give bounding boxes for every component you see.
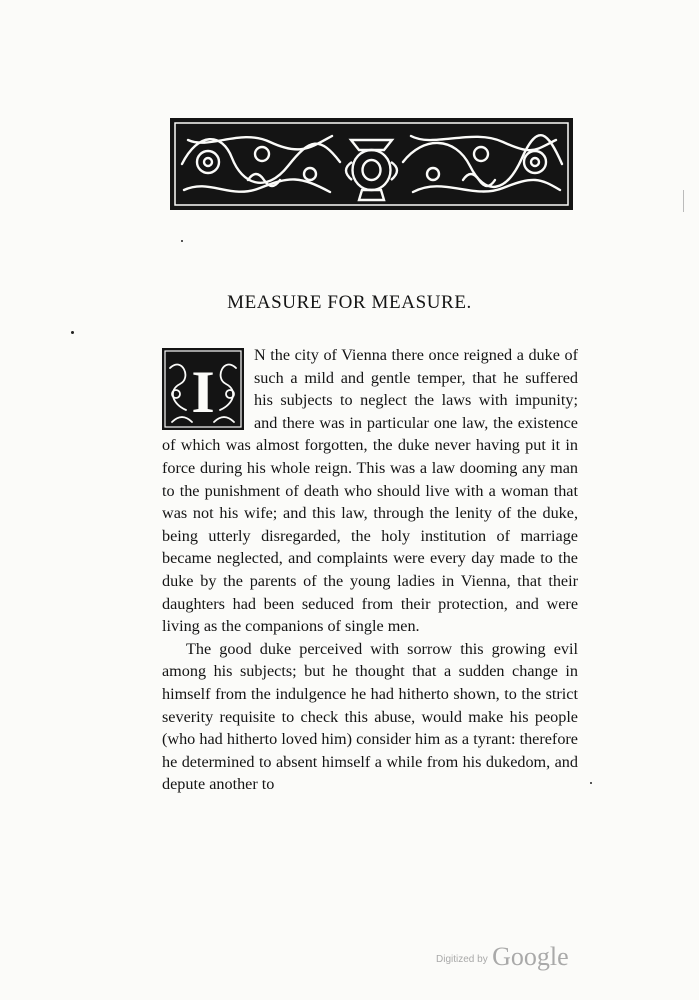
watermark-prefix: Digitized by	[436, 954, 488, 965]
dropcap-glyph: I	[191, 359, 215, 425]
digitized-by-google-watermark	[436, 942, 569, 972]
body-text	[162, 344, 578, 796]
paragraph-2: The good duke perceived with sorrow this growing evil among his subjects; but he thought that a sudden change in himself from the indulgence he had hitherto shown, to the strict severity requisite to check this abuse, would make his people (who had hitherto loved him) consider him as a tyrant: therefore he determined to absent himself a while from his dukedom, and depute another to	[162, 639, 578, 794]
ornamental-headpiece	[170, 118, 573, 210]
google-logo: Google	[492, 942, 569, 971]
page-title: MEASURE FOR MEASURE.	[227, 292, 472, 313]
paragraph-1: N the city of Vienna there once reigned a duke of such a mild and gentle temper, that he suffered his subjects to neglect the laws with impunity; and there was in particular one law, the existence of which was almost forgotten, the duke never having put it in force during his whole reign. This was a law dooming any man to the punishment of death who should live with a woman that was not his wife; and this law, through the lenity of the duke, being utterly disregarded, the holy institution of marriage became neglected, and complaints were every day made to the duke by the parents of the young ladies in Vienna, that their daughters had been seduced from their protection, and were living as the companions of single men.	[162, 346, 578, 636]
dropcap-letter-i	[162, 348, 244, 430]
